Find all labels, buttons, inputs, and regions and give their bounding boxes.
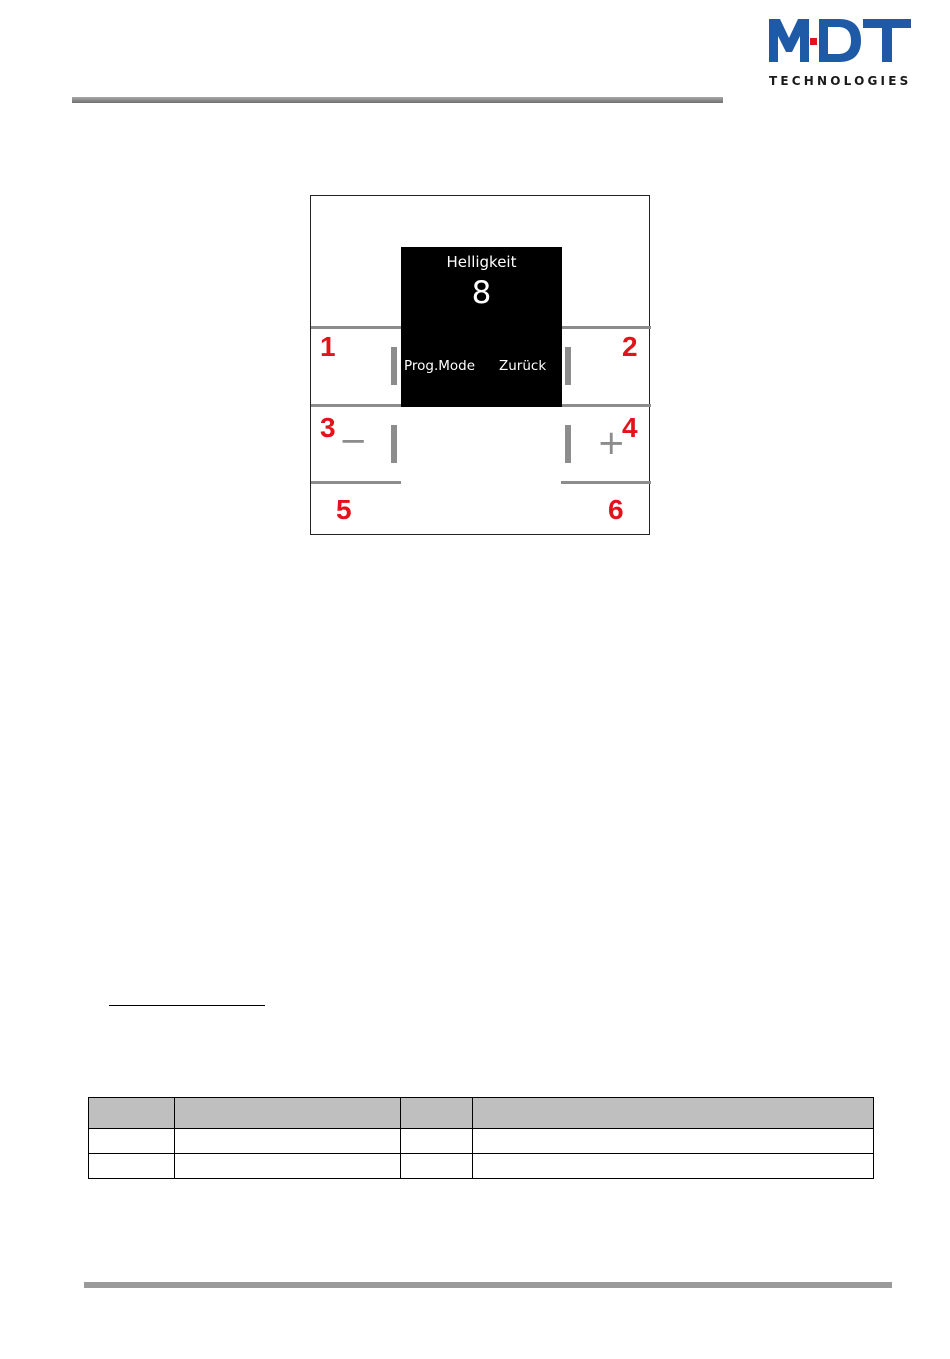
table-header-cell bbox=[89, 1098, 175, 1129]
table-cell bbox=[89, 1129, 175, 1154]
separator-right-1 bbox=[561, 326, 651, 329]
mdt-logo-mark bbox=[767, 16, 913, 66]
header-rule bbox=[72, 97, 723, 103]
table-header-row bbox=[89, 1098, 874, 1129]
screen-left-label: Prog.Mode bbox=[404, 358, 476, 374]
separator-right-2 bbox=[561, 481, 651, 484]
device-figure bbox=[310, 195, 650, 535]
button-number-2: 2 bbox=[622, 331, 638, 362]
table-header-cell bbox=[401, 1098, 473, 1129]
button-bar-1 bbox=[391, 347, 397, 385]
table-header-cell bbox=[473, 1098, 874, 1129]
logo-subtitle: TECHNOLOGIES bbox=[769, 74, 912, 88]
button-number-6: 6 bbox=[608, 494, 624, 525]
data-table bbox=[88, 1097, 874, 1179]
table-cell bbox=[401, 1129, 473, 1154]
table-cell bbox=[473, 1129, 874, 1154]
button-number-3: 3 bbox=[320, 412, 336, 443]
button-bar-4 bbox=[565, 425, 571, 463]
button-number-4: 4 bbox=[622, 412, 638, 443]
footer-rule bbox=[84, 1282, 892, 1288]
button-bar-3 bbox=[391, 425, 397, 463]
minus-icon: − bbox=[339, 421, 368, 461]
table-row bbox=[89, 1154, 874, 1179]
screen-right-label: Zurück bbox=[499, 358, 547, 374]
table-cell bbox=[175, 1154, 401, 1179]
table-cell bbox=[175, 1129, 401, 1154]
separator-left-1 bbox=[311, 326, 403, 329]
display-screen bbox=[401, 247, 562, 407]
plus-icon: + bbox=[597, 423, 626, 463]
table-header-cell bbox=[175, 1098, 401, 1129]
table-row bbox=[89, 1129, 874, 1154]
table-cell bbox=[401, 1154, 473, 1179]
button-number-5: 5 bbox=[336, 494, 352, 525]
table-cell bbox=[89, 1154, 175, 1179]
mdt-logo bbox=[767, 16, 913, 92]
separator-left-2 bbox=[311, 481, 401, 484]
button-number-1: 1 bbox=[320, 331, 336, 362]
screen-value: 8 bbox=[471, 275, 492, 311]
table-cell bbox=[473, 1154, 874, 1179]
screen-title: Helligkeit bbox=[446, 253, 517, 271]
link-underline bbox=[109, 1005, 265, 1006]
button-bar-2 bbox=[565, 347, 571, 385]
